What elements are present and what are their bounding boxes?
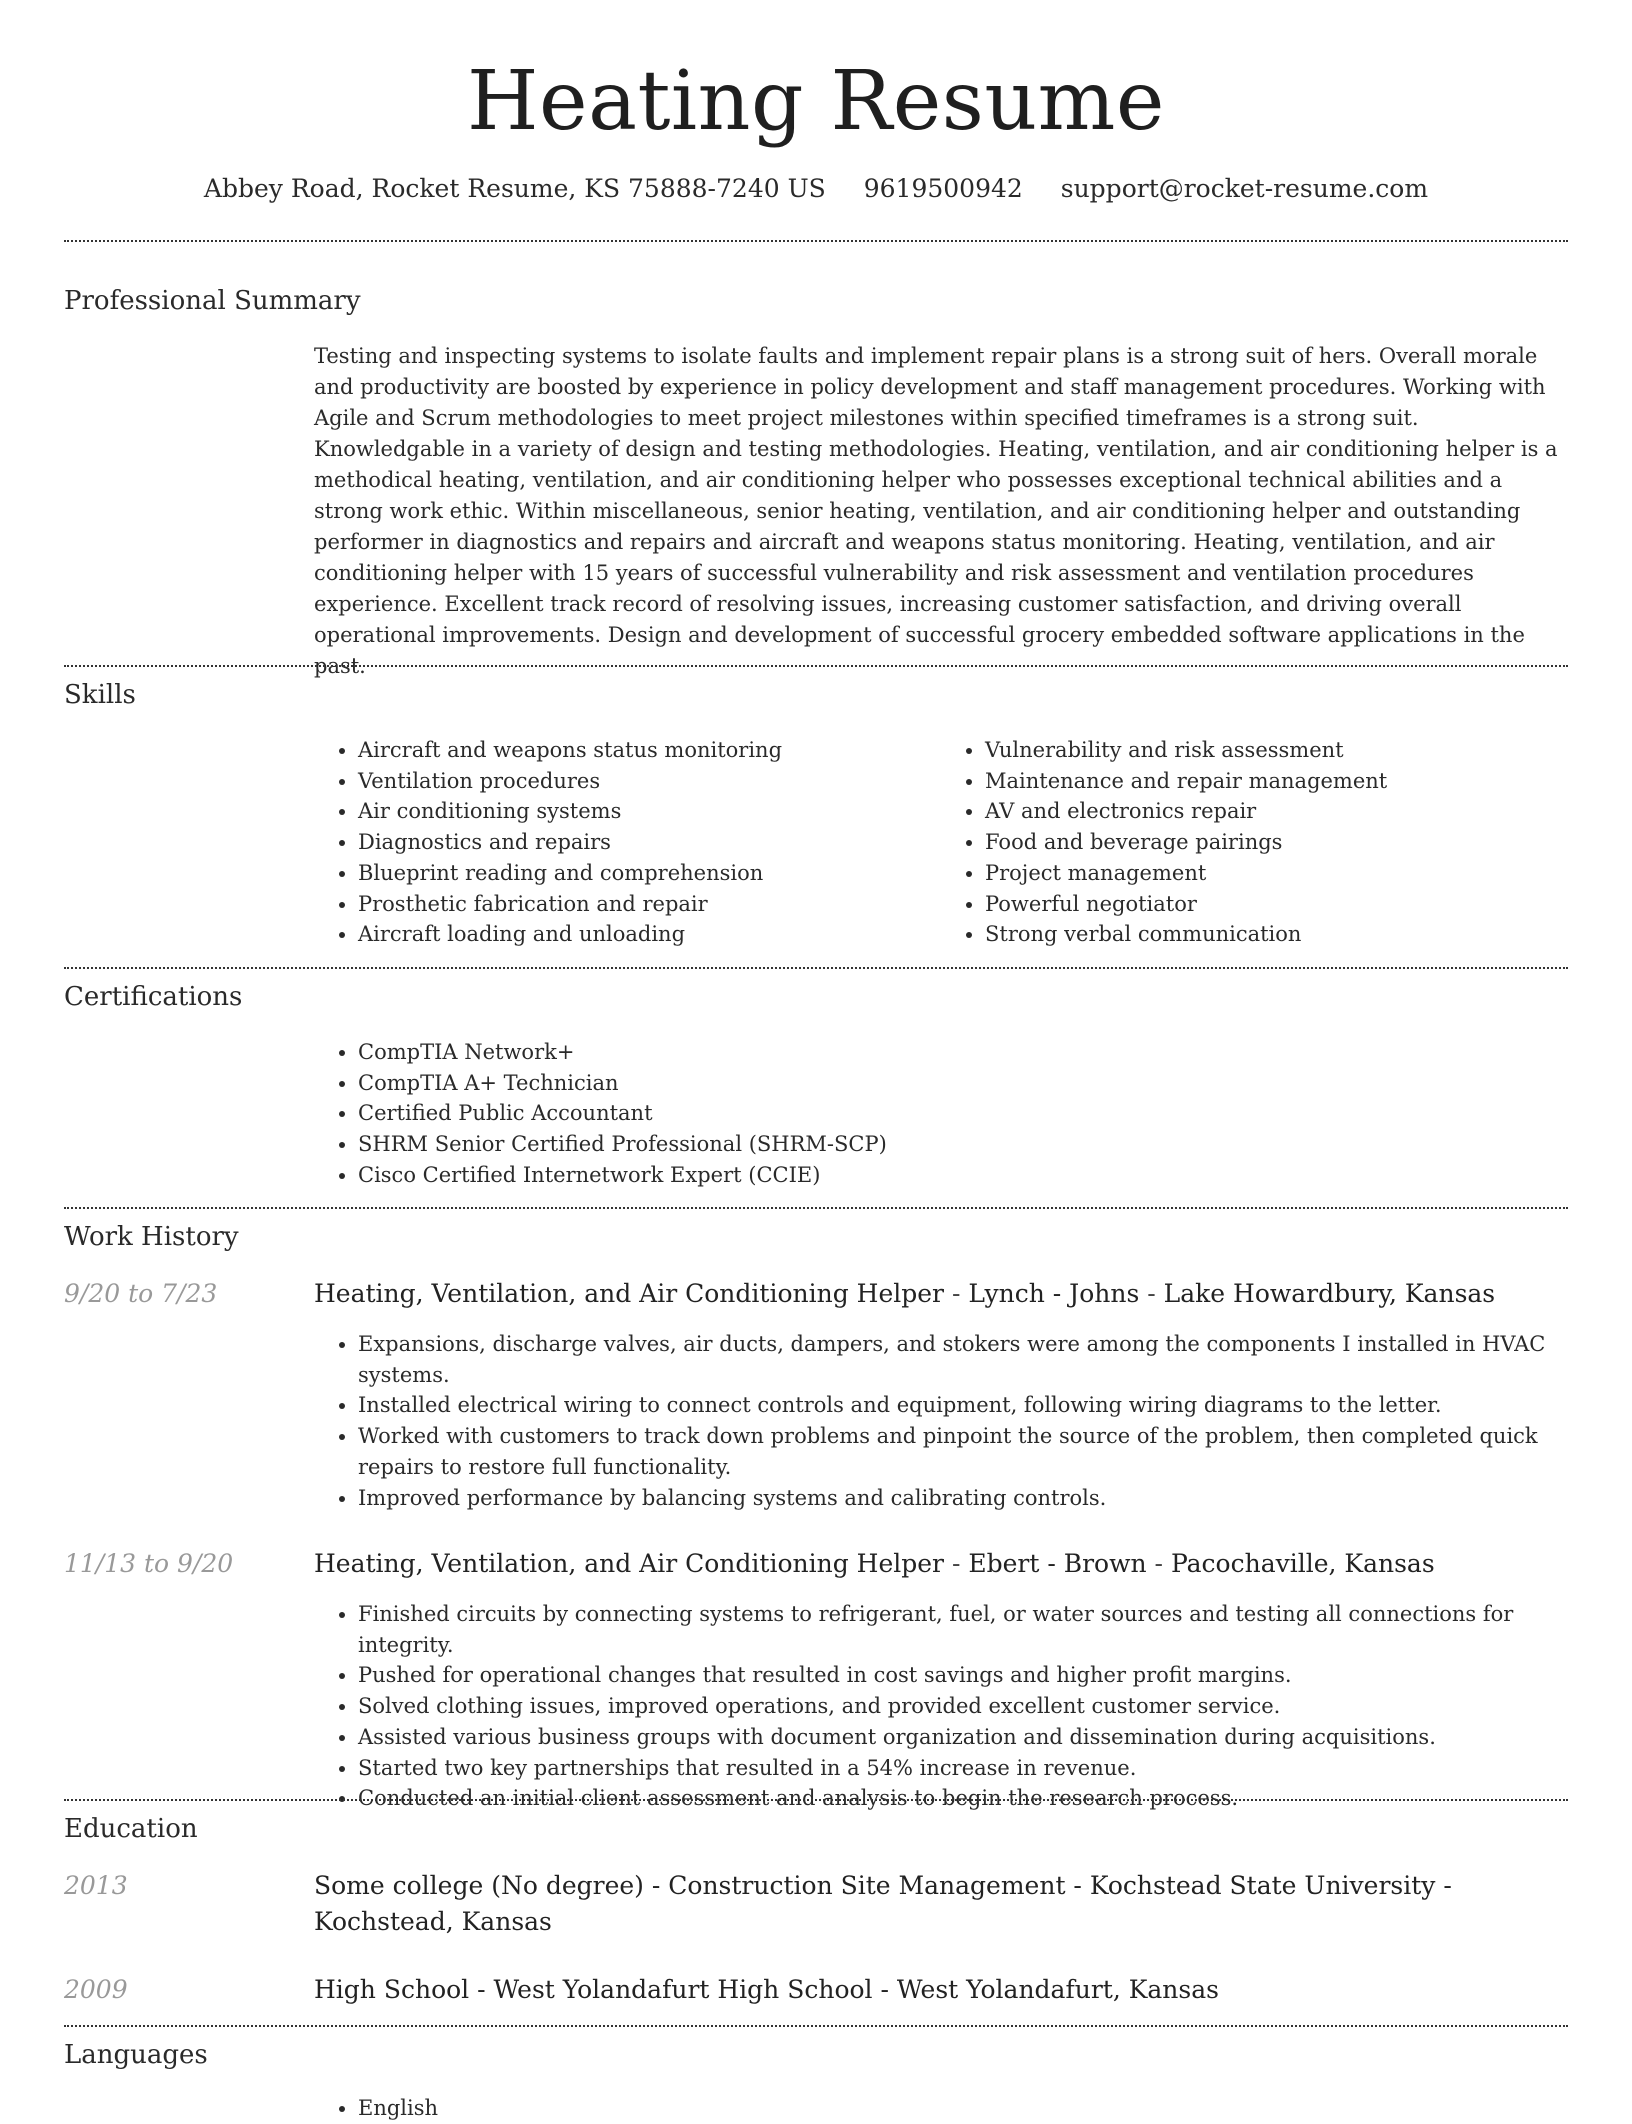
skill-item: • AV and electronics repair xyxy=(985,796,1568,827)
job-location: Pacochaville, Kansas xyxy=(1170,1549,1435,1578)
skill-item: • Air conditioning systems xyxy=(358,796,941,827)
job-dates: 11/13 to 9/20 xyxy=(64,1549,234,1578)
skill-item: • Aircraft and weapons status monitoring xyxy=(358,735,941,766)
certifications-block xyxy=(314,1037,1568,1191)
skill-item: • Aircraft loading and unloading xyxy=(358,919,941,950)
skills-list-right xyxy=(941,735,1568,950)
divider xyxy=(64,1799,1568,1801)
language-item: • English xyxy=(358,2093,1568,2124)
job-dates: 9/20 to 7/23 xyxy=(64,1279,218,1308)
job-bullets-block xyxy=(314,1329,1568,1513)
section-title-skills: Skills xyxy=(64,680,136,710)
job-bullets-block xyxy=(314,1599,1568,1814)
job-location: Lake Howardbury, Kansas xyxy=(1163,1279,1496,1308)
job-bullet: • Solved clothing issues, improved operations, and provided excellent customer service. xyxy=(358,1691,1568,1722)
summary-block xyxy=(314,341,1568,682)
job-bullet: • Improved performance by balancing systems and calibrating controls. xyxy=(358,1483,1568,1514)
job-bullet: • Started two key partnerships that resulted in a 54% increase in revenue. xyxy=(358,1753,1568,1784)
job-company: Ebert - Brown xyxy=(968,1549,1147,1578)
job-bullet: • Finished circuits by connecting systems to refrigerant, fuel, or water sources and testing all connections for integrity. xyxy=(358,1599,1568,1660)
separator: - xyxy=(944,1549,969,1578)
job-bullet: • Pushed for operational changes that resulted in cost savings and higher profit margins. xyxy=(358,1660,1568,1691)
skill-item: • Powerful negotiator xyxy=(985,889,1568,920)
skill-item: • Vulnerability and risk assessment xyxy=(985,735,1568,766)
certification-item: • CompTIA Network+ xyxy=(358,1037,1568,1068)
contact-address: Abbey Road, Rocket Resume, KS 75888-7240 US xyxy=(203,174,826,203)
divider xyxy=(64,665,1568,667)
section-title-languages: Languages xyxy=(64,2040,208,2070)
education-year: 2009 xyxy=(64,1975,128,2004)
resume-title: Heating Resume xyxy=(467,54,1165,149)
certification-item: • Cisco Certified Internetwork Expert (CCIE) xyxy=(358,1160,1568,1191)
skill-item: • Blueprint reading and comprehension xyxy=(358,858,941,889)
skills-list-left xyxy=(314,735,941,950)
contact-email[interactable]: support@rocket-resume.com xyxy=(1060,174,1429,203)
divider xyxy=(64,967,1568,969)
job-heading xyxy=(314,1276,1568,1312)
separator: - xyxy=(944,1279,969,1308)
education-entry: Some college (No degree) - Construction Site Management - Kochstead State University - Kochstead, Kansas xyxy=(314,1871,1452,1936)
skill-item: • Food and beverage pairings xyxy=(985,827,1568,858)
skill-item: • Diagnostics and repairs xyxy=(358,827,941,858)
job-bullet: • Assisted various business groups with document organization and dissemination during acquisitions. xyxy=(358,1722,1568,1753)
certification-item: • SHRM Senior Certified Professional (SHRM-SCP) xyxy=(358,1129,1568,1160)
contact-phone: 9619500942 xyxy=(863,174,1023,203)
separator: - xyxy=(1139,1279,1164,1308)
section-title-education: Education xyxy=(64,1814,198,1844)
certification-item: • CompTIA A+ Technician xyxy=(358,1068,1568,1099)
contact-line xyxy=(0,172,1632,206)
job-bullet: • Expansions, discharge valves, air ducts, dampers, and stokers were among the components I installed in HVAC systems. xyxy=(358,1329,1568,1390)
divider xyxy=(64,240,1568,242)
skill-item: • Maintenance and repair management xyxy=(985,766,1568,797)
summary-text: Testing and inspecting systems to isolate faults and implement repair plans is a strong suit of hers. Overall morale and productivity are boosted by experience in policy development and staff management procedures. Working with Agile and Scrum methodologies to meet project milestones within specified timeframes is a strong suit. Knowledgable in a variety of design and testing methodologies. Heating, ventilation, and air conditioning helper is a methodical heating, ventilation, and air conditioning helper who possesses exceptional technical abilities and a strong work ethic. Within miscellaneous, senior heating, ventilation, and air conditioning helper and outstanding performer in diagnostics and repairs and aircraft and weapons status monitoring. Heating, ventilation, and air conditioning helper with 15 years of successful vulnerability and risk assessment and ventilation procedures experience. Excellent track record of resolving issues, increasing customer satisfaction, and driving overall operational improvements. Design and development of successful grocery embedded software applications in the past. xyxy=(314,344,1558,678)
job-bullets xyxy=(314,1599,1568,1814)
education-year: 2013 xyxy=(64,1871,128,1900)
skills-block xyxy=(314,735,1568,950)
section-title-summary: Professional Summary xyxy=(64,286,361,316)
certifications-list xyxy=(314,1037,1568,1191)
languages-block xyxy=(314,2093,1568,2124)
job-role: Heating, Ventilation, and Air Conditioning Helper xyxy=(314,1279,944,1308)
job-bullet: • Conducted an initial client assessment and analysis to begin the research process. xyxy=(358,1783,1568,1814)
certification-item: • Certified Public Accountant xyxy=(358,1098,1568,1129)
skill-item: • Strong verbal communication xyxy=(985,919,1568,950)
job-bullet: • Installed electrical wiring to connect controls and equipment, following wiring diagrams to the letter. xyxy=(358,1390,1568,1421)
job-company: Lynch - Johns xyxy=(968,1279,1140,1308)
skill-item: • Ventilation procedures xyxy=(358,766,941,797)
section-title-work-history: Work History xyxy=(64,1222,239,1252)
skill-item: • Prosthetic fabrication and repair xyxy=(358,889,941,920)
divider xyxy=(64,1207,1568,1209)
divider xyxy=(64,2025,1568,2027)
education-entry: High School - West Yolandafurt High School - West Yolandafurt, Kansas xyxy=(314,1975,1219,2004)
skill-item: • Project management xyxy=(985,858,1568,889)
job-bullets xyxy=(314,1329,1568,1513)
job-bullet: • Worked with customers to track down problems and pinpoint the source of the problem, then completed quick repairs to restore full functionality. xyxy=(358,1421,1568,1482)
languages-list xyxy=(314,2093,1568,2124)
job-role: Heating, Ventilation, and Air Conditioning Helper xyxy=(314,1549,944,1578)
separator: - xyxy=(1146,1549,1171,1578)
section-title-certifications: Certifications xyxy=(64,982,243,1012)
job-heading xyxy=(314,1546,1568,1582)
